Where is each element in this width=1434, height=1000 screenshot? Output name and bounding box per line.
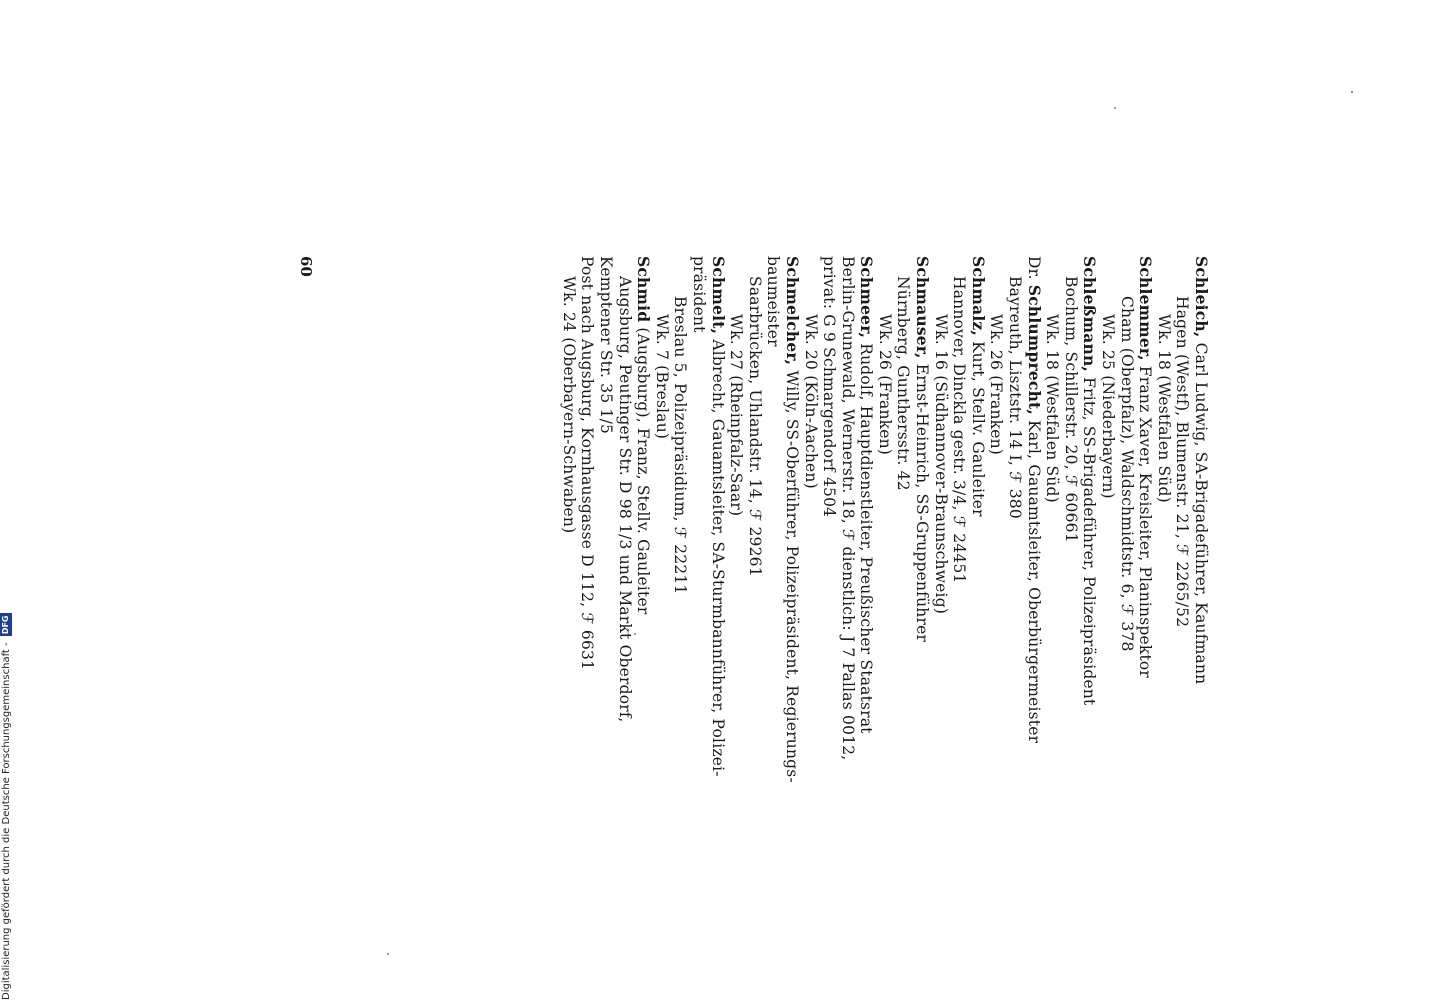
entry-line: Wk. 16 (Südhannover-Braunschweig) <box>931 314 950 615</box>
entry-line: Carl Ludwig, SA-Brigadeführer, Kaufmann <box>1192 342 1210 685</box>
entry-line: Cham (Oberpfalz), Waldschmidtstr. 6, ℱ 378 <box>1117 296 1136 652</box>
entry-line: Franz Xaver, Kreisleiter, Planinspektor <box>1136 365 1155 679</box>
entry-line: Albrecht, Gauamtsleiter, SA-Sturmbannführer, Polizei- <box>708 339 727 777</box>
digitization-footer <box>0 600 14 1000</box>
entry-line: Augsburg, Peutinger Str. D 98 1/3 und Markt Oberdorf, <box>615 276 634 723</box>
entry-line: Wk. 20 (Köln-Aachen) <box>801 314 820 489</box>
dfg-logo: DFG <box>1 615 10 635</box>
entry-line: Wk. 18 (Westfalen Süd) <box>1154 314 1173 503</box>
entry-line: Wk. 25 (Niederbayern) <box>1099 314 1118 499</box>
list-item <box>801 256 877 761</box>
entry-line: Hagen (Westf), Blumenstr. 21, ℱ 2265/52 <box>1173 296 1192 628</box>
entry-surname: Schmalz, <box>968 256 988 337</box>
entry-line: Post nach Augsburg, Kornhausgasse D 112, ℱ 6631 <box>578 256 597 671</box>
list-item <box>1043 256 1100 706</box>
entry-surname: Schlumprecht, <box>1024 284 1044 415</box>
entry-surname: Schmelcher, <box>782 256 802 366</box>
entry-line: Hannover, Dinckla gestr. 3/4, ℱ 24451 <box>950 276 969 584</box>
entry-line: privat: G 9 Schmargendorf 4504 <box>820 256 839 518</box>
entry-line: baumeister <box>764 256 783 347</box>
list-item <box>559 256 654 723</box>
entry-line: Nürnberg, Gunthersstr. 42 <box>894 276 913 491</box>
scan-speck <box>387 953 389 955</box>
entry-line: Rudolf, Hauptdienstleiter, Preußischer Staatsrat <box>857 343 876 734</box>
entry-surname: Schmelt, <box>708 256 728 335</box>
entry-line: Karl, Gauamtsleiter, Oberbürgermeister <box>1024 420 1043 744</box>
scan-speck <box>634 633 636 635</box>
entry-surname: Schleich, <box>1192 256 1211 338</box>
entry-line: Bochum, Schillerstr. 20, ℱ 60661 <box>1061 276 1080 543</box>
list-item <box>1154 256 1211 685</box>
entry-surname: Schmauser, <box>913 256 933 359</box>
entry-surname: Schmeer, <box>857 256 877 339</box>
list-item <box>1098 256 1156 679</box>
list-item <box>875 256 933 643</box>
entry-line: Wk. 27 (Rheinpfalz-Saar) <box>727 314 746 517</box>
entry-line: Wk. 26 (Franken) <box>875 314 894 456</box>
scan-speck <box>1351 91 1353 93</box>
entry-line: Willy, SS-Oberführer, Polizeipräsident, Regierungs- <box>782 370 801 783</box>
page-number: 60 <box>297 256 315 277</box>
entry-line: Wk. 7 (Breslau) <box>652 314 671 440</box>
entry-line: Wk. 24 (Oberbayern-Schwaben) <box>559 276 578 534</box>
entry-line: Saarbrücken, Uhlandstr. 14, ℱ 29261 <box>745 276 764 577</box>
scan-speck <box>1114 107 1116 109</box>
list-item <box>652 256 728 777</box>
entry-line: Wk. 26 (Franken) <box>987 314 1006 456</box>
entry-line: Wk. 18 (Westfalen Süd) <box>1043 314 1062 503</box>
list-item <box>987 256 1044 744</box>
entry-line: Berlin-Grunewald, Wernerstr. 18, ℱ dienstlich: J 7 Pallas 0012, <box>838 256 857 761</box>
entry-line: Kurt, Stellv. Gauleiter <box>968 341 987 517</box>
entry-line: Ernst-Heinrich, SS-Gruppenführer <box>913 363 932 643</box>
entry-line: Fritz, SS-Brigadeführer, Polizeipräsident <box>1080 377 1099 706</box>
entry-surname: Schleßmann, <box>1080 256 1100 373</box>
entry-line: Bayreuth, Lisztstr. 14 I, ℱ 380 <box>1006 276 1025 519</box>
entry-line: präsident <box>689 256 708 333</box>
entry-line: (Augsburg), Franz, Stellv. Gauleiter <box>634 327 653 615</box>
document-page <box>280 256 1211 783</box>
list-item <box>931 256 987 616</box>
entry-prefix: Dr. <box>1024 256 1043 280</box>
entry-line: Breslau 5, Polizeipräsidium, ℱ 22211 <box>671 296 690 595</box>
footer-text: Digitalisierung gefördert durch die Deutsche Forschungsgemeinschaft - <box>1 642 12 1000</box>
entry-surname: Schmid <box>634 256 654 323</box>
entry-surname: Schlemmer, <box>1136 256 1156 361</box>
entry-line: Kemptener Str. 35 1/5 <box>597 256 615 435</box>
entry-list <box>559 256 1211 783</box>
list-item <box>727 256 802 783</box>
